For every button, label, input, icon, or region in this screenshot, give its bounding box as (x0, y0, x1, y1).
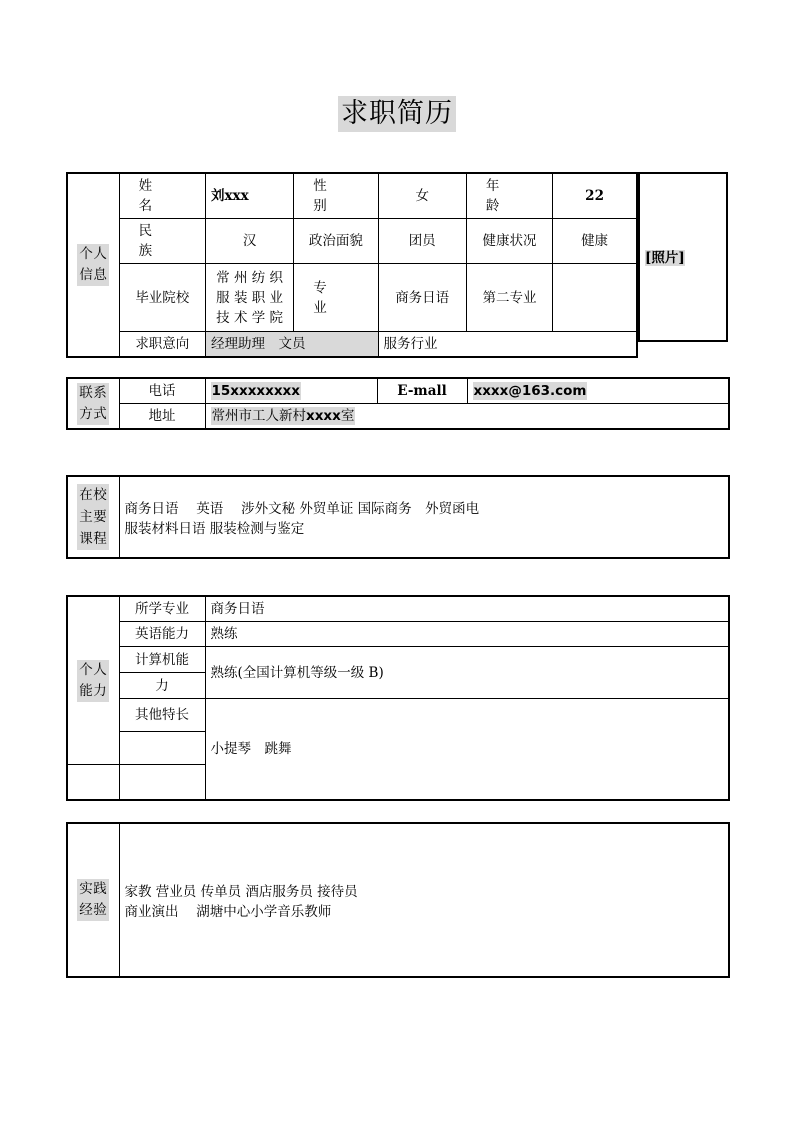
value-second-major (553, 264, 637, 332)
section-label-practice (67, 823, 119, 977)
value-address-number: xxxx (306, 408, 341, 424)
value-email: xxxx@163.com (473, 383, 587, 399)
label-name-text: 姓 名 (138, 178, 180, 214)
table-row (67, 378, 729, 404)
contact-table (66, 377, 730, 430)
label-ethnicity-text: 民 族 (138, 223, 180, 259)
courses-line-1: 商务日语 英语 涉外文秘 外贸单证 国际商务 外贸函电 (124, 500, 480, 517)
personal-info-table (66, 172, 638, 358)
label-second-major: 第二专业 (466, 264, 552, 332)
photo-placeholder-text: [照片] (645, 250, 685, 266)
value-address-cell (205, 404, 729, 430)
practice-line-2: 商业演出 湖塘中心小学音乐教师 (124, 903, 332, 920)
section-label-ability (67, 596, 119, 765)
page-title-wrapper (0, 96, 794, 132)
table-row (67, 219, 637, 264)
value-address-city: 常州市工人新村 (211, 408, 306, 424)
label-major-text: 专 业 (313, 279, 354, 316)
value-job-intention-industry: 服务行业 (378, 332, 637, 358)
value-name-text: 刘xxx (210, 188, 249, 204)
value-age: 22 (553, 173, 637, 219)
label-job-intention: 求职意向 (119, 332, 205, 358)
value-name (205, 173, 293, 219)
section-label-courses (67, 476, 119, 558)
section-label-text: 个人 能力 (77, 660, 109, 702)
label-phone: 电话 (119, 378, 205, 404)
section-label-text: 个人 信息 (77, 244, 109, 286)
label-health: 健康状况 (466, 219, 552, 264)
label-school-text: 毕业院校 (135, 289, 190, 306)
value-job-intention: 经理助理 文员 (205, 332, 378, 358)
label-computer-ability-line1: 计算机能 (119, 647, 205, 673)
value-email-cell (467, 378, 729, 404)
table-row (67, 699, 729, 732)
value-major: 商务日语 (378, 264, 466, 332)
value-gender: 女 (378, 173, 466, 219)
courses-table (66, 475, 730, 559)
label-other-specialty: 其他特长 (119, 699, 205, 732)
value-health: 健康 (553, 219, 637, 264)
label-english-ability: 英语能力 (119, 622, 205, 647)
value-ethnicity: 汉 (205, 219, 293, 264)
value-school-line1: 常 州 纺 织 (216, 269, 284, 286)
page-title: 求职简历 (338, 96, 456, 132)
value-english-ability: 熟练 (205, 622, 729, 647)
label-political: 政治面貌 (294, 219, 378, 264)
label-computer-ability-line2: 力 (119, 673, 205, 699)
label-school (119, 264, 205, 332)
value-address-unit: 室 (340, 408, 355, 424)
specialty-empty-label-1 (119, 732, 205, 765)
courses-line-2: 服装材料日语 服装检测与鉴定 (124, 520, 305, 537)
label-ethnicity (119, 219, 205, 264)
practice-content (119, 823, 729, 977)
practice-table (66, 822, 730, 978)
table-row (639, 173, 727, 341)
photo-placeholder-cell (639, 173, 727, 341)
value-phone: 15xxxxxxxx (211, 383, 300, 399)
value-address (211, 407, 356, 425)
label-gender (294, 173, 378, 219)
label-major-studied: 所学专业 (119, 596, 205, 622)
section-label-text: 实践 经验 (77, 879, 109, 921)
specialty-empty-label-2 (119, 765, 205, 801)
label-age (466, 173, 552, 219)
table-row (67, 332, 637, 358)
label-major (294, 264, 378, 332)
table-row (67, 823, 729, 977)
section-label-text: 在校 主要 课程 (77, 484, 109, 550)
value-school-line3: 技 术 学 院 (216, 309, 284, 326)
value-major-studied: 商务日语 (205, 596, 729, 622)
courses-content (119, 476, 729, 558)
ability-table (66, 595, 730, 801)
ability-bottom-spacer (67, 765, 119, 801)
table-row (67, 476, 729, 558)
label-name (119, 173, 205, 219)
label-address: 地址 (119, 404, 205, 430)
value-other-specialty: 小提琴 跳舞 (205, 699, 729, 801)
label-email: E-mall (377, 378, 467, 404)
label-gender-text: 性 别 (313, 178, 354, 214)
value-school-line2: 服 装 职 业 (216, 289, 284, 306)
table-row (67, 404, 729, 430)
table-row (67, 264, 637, 332)
value-phone-cell (205, 378, 377, 404)
label-age-text: 年 龄 (485, 178, 527, 214)
value-school (205, 264, 293, 332)
table-row (67, 622, 729, 647)
section-label-contact (67, 378, 119, 429)
table-row (67, 647, 729, 673)
practice-line-1: 家教 营业员 传单员 酒店服务员 接待员 (124, 883, 358, 900)
section-label-text: 联系 方式 (77, 383, 109, 425)
value-political: 团员 (378, 219, 466, 264)
value-computer-ability: 熟练(全国计算机等级一级 B) (205, 647, 729, 699)
table-row (67, 173, 637, 219)
photo-table (638, 172, 728, 342)
table-row (67, 596, 729, 622)
section-label-personal-info (67, 173, 119, 357)
